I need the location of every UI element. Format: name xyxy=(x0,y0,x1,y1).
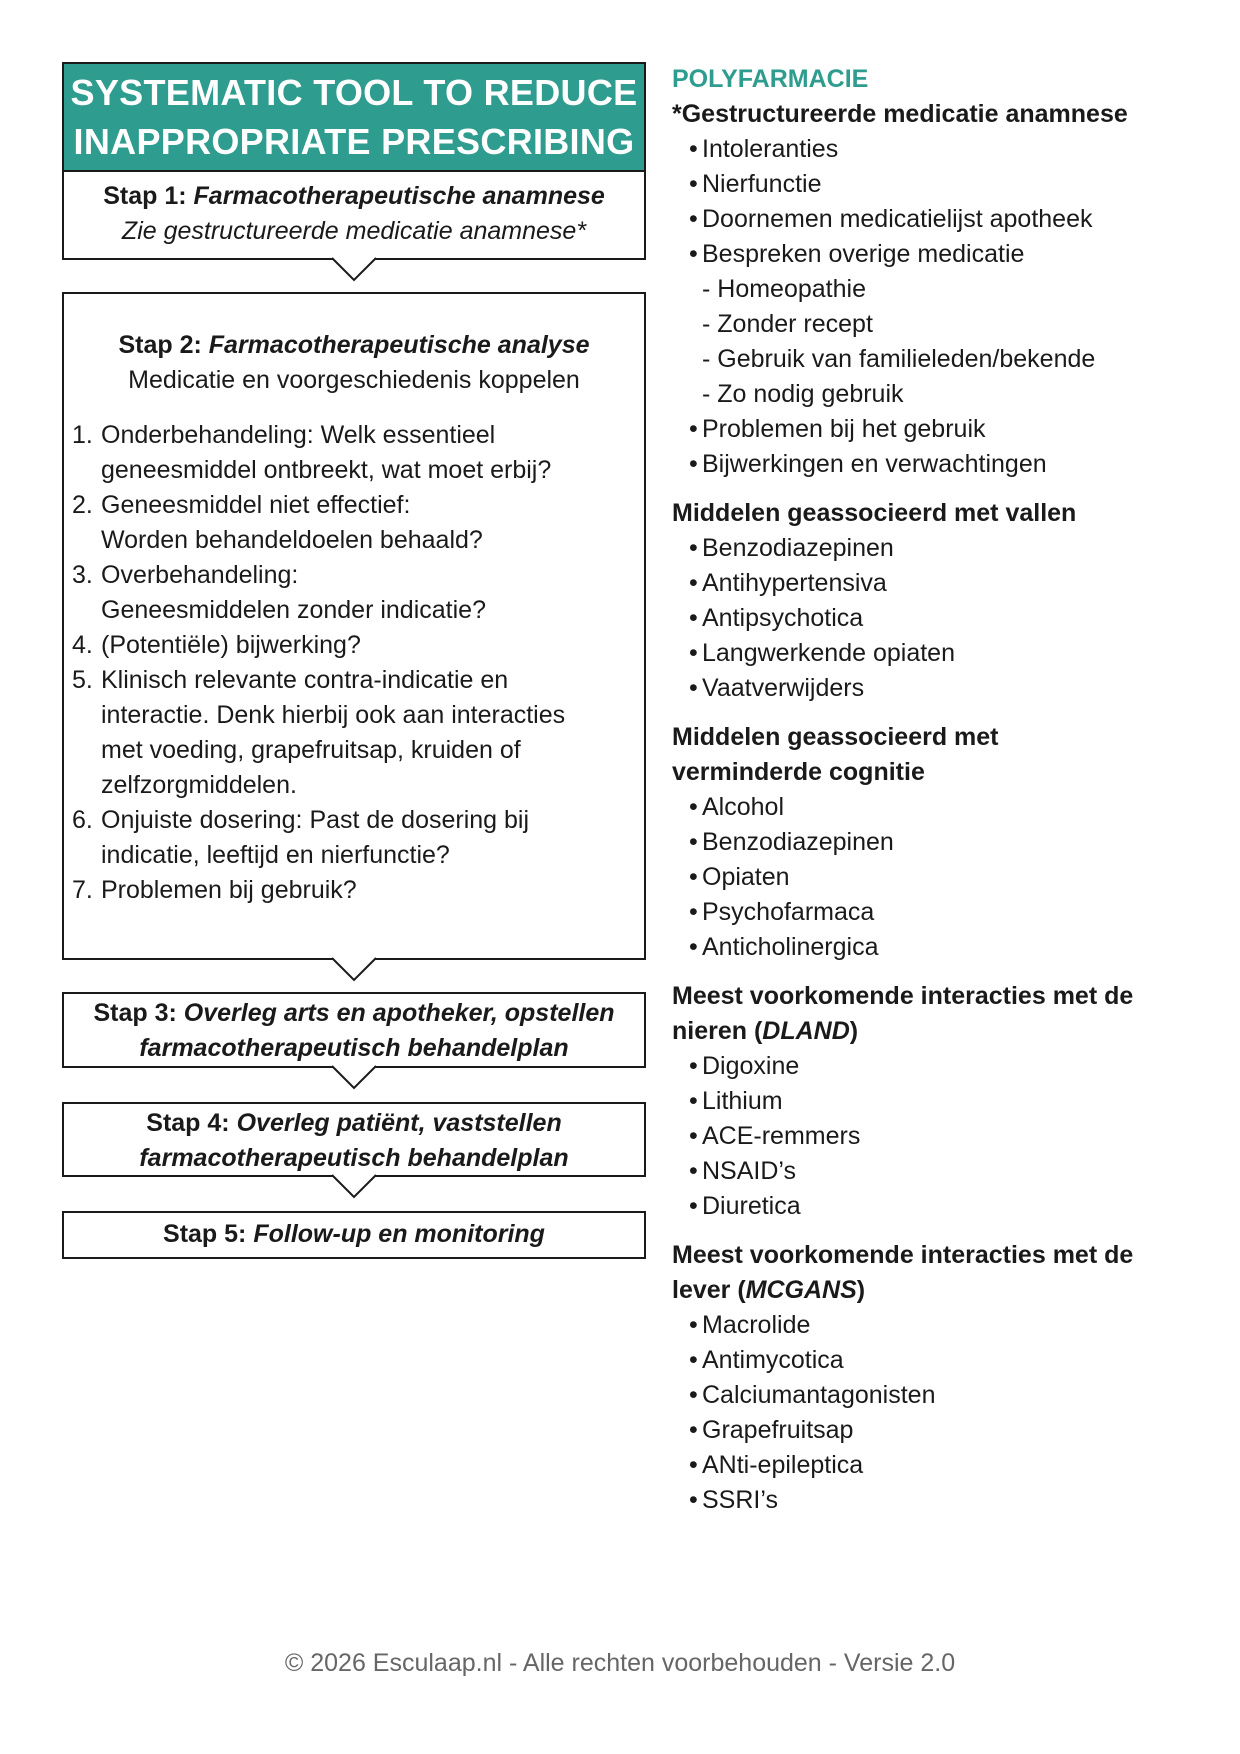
list-item xyxy=(689,636,1192,671)
bullet-icon: • xyxy=(689,1416,698,1444)
step-2-box xyxy=(62,292,646,960)
bullet-icon: • xyxy=(689,205,698,233)
step-3-box xyxy=(62,992,646,1068)
list-line: met voeding, grapefruitsap, kruiden of xyxy=(101,736,521,764)
bullet-icon: • xyxy=(689,674,698,702)
title-text: nieren ( xyxy=(672,1017,763,1045)
title-text: ) xyxy=(849,1017,859,1045)
step-1-title: Farmacotherapeutische anamnese xyxy=(193,182,605,210)
item-text: SSRI’s xyxy=(702,1486,778,1514)
list-item xyxy=(689,1154,1192,1189)
list-item xyxy=(689,1308,1192,1343)
bullet-icon: • xyxy=(689,898,698,926)
item-text: Antipsychotica xyxy=(702,604,864,632)
section-title: Middelen geassocieerd met vallen xyxy=(672,499,1077,527)
sub-item: - Gebruik van familieleden/bekende xyxy=(702,345,1096,373)
section-lever xyxy=(672,1238,1192,1518)
acronym: MCGANS xyxy=(745,1276,857,1304)
item-text: NSAID’s xyxy=(702,1157,797,1185)
bullet-icon: • xyxy=(689,569,698,597)
list-item xyxy=(689,601,1192,636)
section-anamnese xyxy=(672,97,1192,482)
item-text: ACE-remmers xyxy=(702,1122,861,1150)
list-line: Worden behandeldoelen behaald? xyxy=(101,526,483,554)
section-title xyxy=(672,1238,1192,1308)
list-item xyxy=(689,895,1192,930)
list-item xyxy=(689,447,1192,482)
list-line: Overbehandeling: xyxy=(101,561,299,589)
item-text: ANti-epileptica xyxy=(702,1451,864,1479)
step-5-label: Stap 5: xyxy=(163,1220,247,1248)
list-item xyxy=(689,531,1192,566)
list-item xyxy=(72,873,634,908)
title-line: verminderde cognitie xyxy=(672,758,925,786)
list-number: 5. xyxy=(72,666,93,694)
list-number: 1. xyxy=(72,421,93,449)
item-text: Grapefruitsap xyxy=(702,1416,854,1444)
list-item xyxy=(689,825,1192,860)
item-text: Lithium xyxy=(702,1087,783,1115)
list-item xyxy=(689,1119,1192,1154)
item-text: Bespreken overige medicatie xyxy=(702,240,1025,268)
list-number: 2. xyxy=(72,491,93,519)
item-text: Vaatverwijders xyxy=(702,674,865,702)
list-number: 7. xyxy=(72,876,93,904)
item-text: Langwerkende opiaten xyxy=(702,639,955,667)
item-text: Psychofarmaca xyxy=(702,898,875,926)
bullet-icon: • xyxy=(689,1311,698,1339)
title-text: ) xyxy=(856,1276,866,1304)
item-text: Antihypertensiva xyxy=(702,569,887,597)
section-title xyxy=(672,720,1192,790)
section-title xyxy=(672,979,1192,1049)
item-text: Nierfunctie xyxy=(702,170,822,198)
step-4-label: Stap 4: xyxy=(146,1109,230,1137)
bullet-icon: • xyxy=(689,1052,698,1080)
item-text: Alcohol xyxy=(702,793,784,821)
list-item xyxy=(72,418,634,488)
bullet-icon: • xyxy=(689,1346,698,1374)
item-text: Anticholinergica xyxy=(702,933,879,961)
list-item xyxy=(689,860,1192,895)
polyfarmacie-column xyxy=(672,62,1192,1532)
flowchart xyxy=(62,62,646,1259)
title-line: Middelen geassocieerd met xyxy=(672,723,999,751)
list-item xyxy=(689,202,1192,237)
step-3-line-2: farmacotherapeutisch behandelplan xyxy=(139,1034,569,1062)
list-item xyxy=(689,1049,1192,1084)
list-item xyxy=(689,132,1192,167)
list-line: Geneesmiddel niet effectief: xyxy=(101,491,411,519)
bullet-icon: • xyxy=(689,1381,698,1409)
bullet-icon: • xyxy=(689,450,698,478)
title-text: lever ( xyxy=(672,1276,746,1304)
step-2-sub: Medicatie en voorgeschiedenis koppelen xyxy=(128,366,580,394)
sub-item: - Zonder recept xyxy=(702,310,873,338)
section-nieren xyxy=(672,979,1192,1224)
item-text: Bijwerkingen en verwachtingen xyxy=(702,450,1047,478)
list-item xyxy=(72,663,634,803)
list-line: Problemen bij gebruik? xyxy=(101,876,357,904)
bullet-icon: • xyxy=(689,604,698,632)
title-line-1: SYSTEMATIC TOOL TO REDUCE xyxy=(70,72,638,113)
list-item xyxy=(72,803,634,873)
list-item xyxy=(689,1343,1192,1378)
bullet-icon: • xyxy=(689,1122,698,1150)
section-vallen xyxy=(672,496,1192,706)
bullet-icon: • xyxy=(689,1451,698,1479)
list-number: 4. xyxy=(72,631,93,659)
list-item xyxy=(689,1084,1192,1119)
list-line: Onjuiste dosering: Past de dosering bij xyxy=(101,806,530,834)
step-4-line-2: farmacotherapeutisch behandelplan xyxy=(139,1144,569,1172)
bullet-icon: • xyxy=(689,534,698,562)
bullet-icon: • xyxy=(689,933,698,961)
list-line: geneesmiddel ontbreekt, wat moet erbij? xyxy=(101,456,552,484)
list-item xyxy=(689,566,1192,601)
polyfarmacie-heading: POLYFARMACIE xyxy=(672,65,869,93)
sub-item: - Homeopathie xyxy=(702,275,866,303)
bullet-icon: • xyxy=(689,135,698,163)
list-item xyxy=(72,558,634,628)
bullet-icon: • xyxy=(689,639,698,667)
section-title: *Gestructureerde medicatie anamnese xyxy=(672,100,1128,128)
copyright-footer: © 2026 Esculaap.nl - Alle rechten voorbehouden - Versie 2.0 xyxy=(284,1649,956,1677)
step-4-line-1: Overleg patiënt, vaststellen xyxy=(236,1109,562,1137)
step-3-label: Stap 3: xyxy=(93,999,177,1027)
list-item xyxy=(689,237,1192,272)
step-2-label: Stap 2: xyxy=(118,331,202,359)
item-text: Benzodiazepinen xyxy=(702,534,894,562)
step-1-sub: Zie gestructureerde medicatie anamnese* xyxy=(121,217,587,245)
item-text: Opiaten xyxy=(702,863,790,891)
list-item xyxy=(72,488,634,558)
list-item xyxy=(689,671,1192,706)
list-line: interactie. Denk hierbij ook aan interacties xyxy=(101,701,566,729)
list-line: Onderbehandeling: Welk essentieel xyxy=(101,421,496,449)
analysis-list xyxy=(64,418,644,908)
acronym: DLAND xyxy=(762,1017,850,1045)
bullet-icon: • xyxy=(689,1192,698,1220)
list-line: Geneesmiddelen zonder indicatie? xyxy=(101,596,486,624)
list-item xyxy=(689,1483,1192,1518)
title-line: Meest voorkomende interacties met de xyxy=(672,982,1134,1010)
step-3-line-1: Overleg arts en apotheker, opstellen xyxy=(183,999,615,1027)
sub-item: - Zo nodig gebruik xyxy=(702,380,904,408)
bullet-icon: • xyxy=(689,1157,698,1185)
list-item xyxy=(689,930,1192,965)
step-1-box xyxy=(62,172,646,260)
bullet-icon: • xyxy=(689,1486,698,1514)
step-5-title: Follow-up en monitoring xyxy=(253,1220,545,1248)
list-item xyxy=(689,790,1192,825)
title-line: Meest voorkomende interacties met de xyxy=(672,1241,1134,1269)
flowchart-title xyxy=(62,62,646,172)
item-text: Intoleranties xyxy=(702,135,839,163)
step-5-box xyxy=(62,1211,646,1259)
item-text: Calciumantagonisten xyxy=(702,1381,936,1409)
bullet-icon: • xyxy=(689,793,698,821)
list-item xyxy=(689,1189,1192,1224)
item-text: Benzodiazepinen xyxy=(702,828,894,856)
bullet-icon: • xyxy=(689,863,698,891)
list-line: zelfzorgmiddelen. xyxy=(101,771,297,799)
item-text: Digoxine xyxy=(702,1052,800,1080)
list-item xyxy=(689,1378,1192,1413)
list-number: 6. xyxy=(72,806,93,834)
section-cognitie xyxy=(672,720,1192,965)
list-line: Klinisch relevante contra-indicatie en xyxy=(101,666,509,694)
item-text: Problemen bij het gebruik xyxy=(702,415,986,443)
item-text: Diuretica xyxy=(702,1192,801,1220)
list-number: 3. xyxy=(72,561,93,589)
list-item xyxy=(689,1448,1192,1483)
list-item xyxy=(689,1413,1192,1448)
bullet-icon: • xyxy=(689,828,698,856)
step-2-title: Farmacotherapeutische analyse xyxy=(208,331,590,359)
bullet-icon: • xyxy=(689,1087,698,1115)
bullet-icon: • xyxy=(689,415,698,443)
list-item xyxy=(689,167,1192,202)
item-text: Macrolide xyxy=(702,1311,811,1339)
bullet-icon: • xyxy=(689,240,698,268)
list-item xyxy=(72,628,634,663)
step-1-label: Stap 1: xyxy=(103,182,187,210)
step-4-box xyxy=(62,1102,646,1177)
title-line-2: INAPPROPRIATE PRESCRIBING xyxy=(73,121,635,162)
item-text: Antimycotica xyxy=(702,1346,844,1374)
list-line: indicatie, leeftijd en nierfunctie? xyxy=(101,841,450,869)
list-item xyxy=(689,412,1192,447)
bullet-icon: • xyxy=(689,170,698,198)
list-line: (Potentiële) bijwerking? xyxy=(101,631,361,659)
item-text: Doornemen medicatielijst apotheek xyxy=(702,205,1093,233)
